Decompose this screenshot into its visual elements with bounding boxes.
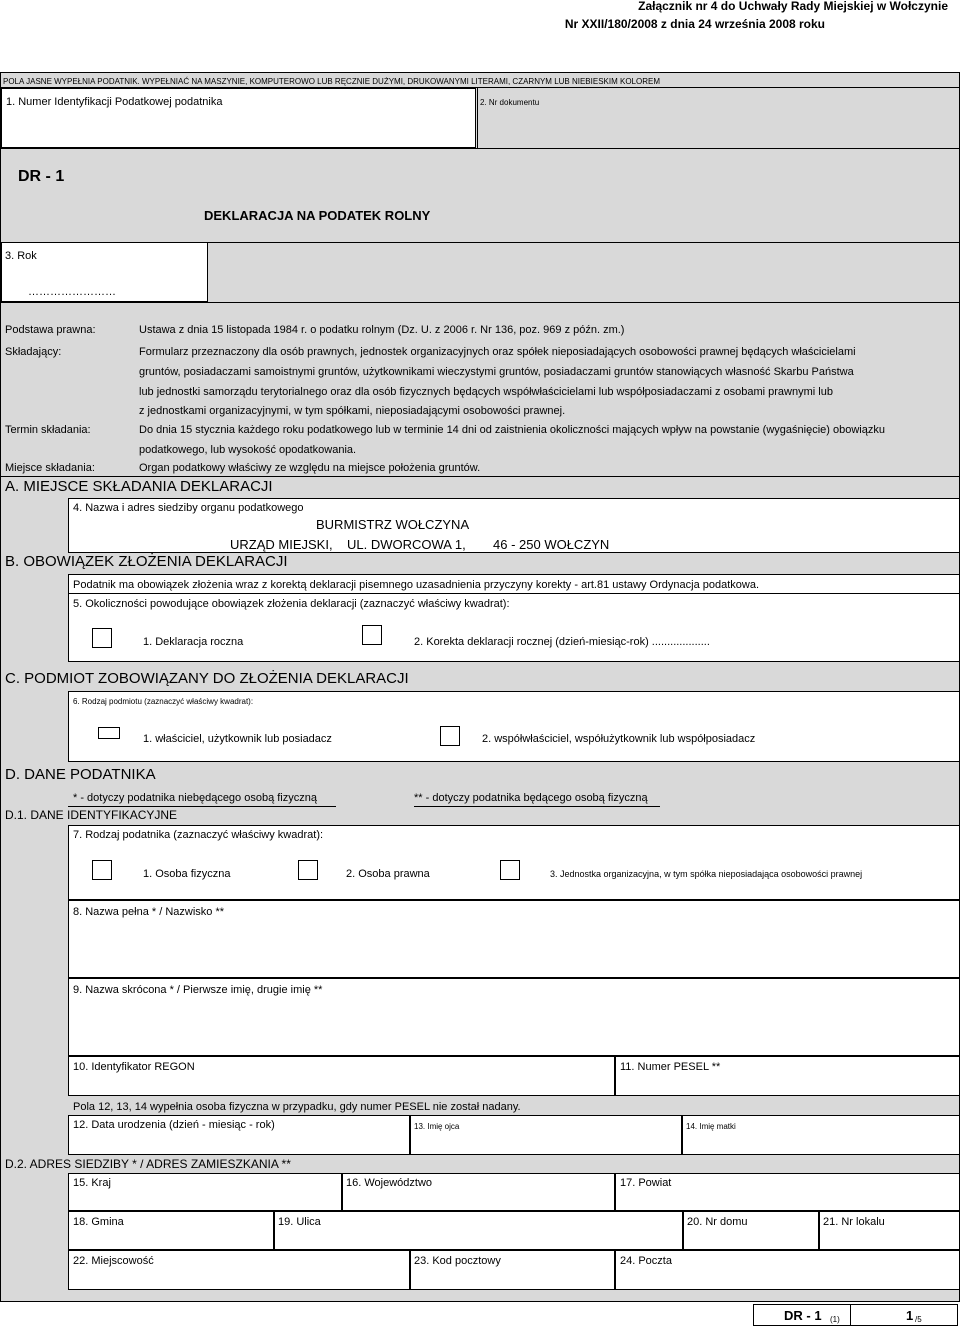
full-name-label: 8. Nazwa pełna * / Nazwisko ** bbox=[73, 906, 225, 918]
legal-person-checkbox[interactable] bbox=[298, 860, 318, 880]
post-office-label: 24. Poczta bbox=[620, 1255, 672, 1267]
footer-form-code: DR - 1 bbox=[784, 1308, 822, 1323]
street-field[interactable] bbox=[274, 1211, 683, 1250]
field-4-label: 4. Nazwa i adres siedziby organu podatkowego bbox=[73, 502, 304, 514]
instruction-text: POLA JASNE WYPEŁNIA PODATNIK. WYPEŁNIAĆ NA MASZYNIE, KOMPUTEROWO LUB RĘCZNIE DUŻYMI, DRUKOWANYMI LITERAMI, CZARNYM LUB NIEBIESKIM KOLOREM bbox=[3, 77, 660, 86]
attachment-header-line2: Nr XXII/180/2008 z dnia 24 września 2008 roku bbox=[564, 17, 825, 31]
year-dots: …………………… bbox=[28, 286, 116, 298]
footer-page-total: /5 bbox=[915, 1315, 922, 1324]
father-name-field[interactable] bbox=[410, 1115, 682, 1155]
pesel-label: 11. Numer PESEL ** bbox=[620, 1061, 721, 1073]
co-owner-checkbox[interactable] bbox=[440, 726, 460, 746]
mother-name-label: 14. Imię matki bbox=[686, 1122, 736, 1131]
nip-label: 1. Numer Identyfikacji Podatkowej podatnika bbox=[6, 96, 223, 108]
footer-form-sub: (1) bbox=[830, 1315, 840, 1324]
section-a-title: A. MIEJSCE SKŁADANIA DEKLARACJI bbox=[5, 478, 273, 495]
annual-declaration-label: 1. Deklaracja roczna bbox=[143, 636, 244, 648]
field-6-label: 6. Rodzaj podmiotu (zaznaczyć właściwy kwadrat): bbox=[73, 697, 254, 706]
deadline-label: Termin składania: bbox=[5, 424, 91, 436]
correction-checkbox[interactable] bbox=[362, 625, 382, 645]
submitter-line-2: gruntów, posiadaczami samoistnymi gruntów, użytkownikami wieczystymi gruntów, posiadaczami gruntów stanowiących własność Skarbu Państwa bbox=[139, 366, 854, 378]
year-label: 3. Rok bbox=[5, 250, 37, 262]
locality-label: 22. Miejscowość bbox=[73, 1255, 154, 1267]
pesel-note: Pola 12, 13, 14 wypełnia osoba fizyczna w przypadku, gdy numer PESEL nie został nadany. bbox=[73, 1101, 521, 1113]
submitter-label: Składający: bbox=[5, 346, 62, 358]
place-label: Miejsce składania: bbox=[5, 462, 95, 474]
annual-declaration-checkbox[interactable] bbox=[92, 628, 112, 648]
legal-basis-text: Ustawa z dnia 15 listopada 1984 r. o podatku rolnym (Dz. U. z 2006 r. Nr 136, poz. 969 z późn. zm.) bbox=[139, 324, 625, 336]
org-name: BURMISTRZ WOŁCZYNA bbox=[316, 517, 470, 532]
attachment-header-line1: Załącznik nr 4 do Uchwały Rady Miejskiej w Wołczynie bbox=[638, 0, 948, 13]
birth-date-label: 12. Data urodzenia (dzień - miesiąc - rok) bbox=[73, 1119, 275, 1131]
org-unit-checkbox[interactable] bbox=[500, 860, 520, 880]
footer-page-number: 1 bbox=[906, 1308, 914, 1323]
field-7-label: 7. Rodzaj podatnika (zaznaczyć właściwy kwadrat): bbox=[73, 829, 324, 841]
non-person-note: * - dotyczy podatnika niebędącego osobą fizyczną bbox=[73, 792, 317, 804]
natural-person-label: 1. Osoba fizyczna bbox=[143, 868, 231, 880]
org-unit-label: 3. Jednostka organizacyjna, w tym spółka nieposiadająca osobowości prawnej bbox=[550, 869, 863, 879]
deadline-line-1: Do dnia 15 stycznia każdego roku podatkowego lub w terminie 14 dni od zaistnienia okoliczności mających wpływ na powstanie (wygaśnięcie) obowiązku bbox=[139, 424, 885, 436]
org-postcode: 46 - 250 WOŁCZYN bbox=[493, 537, 610, 552]
correction-label: 2. Korekta deklaracji rocznej (dzień-miesiąc-rok) ................... bbox=[414, 636, 710, 648]
owner-label: 1. właściciel, użytkownik lub posiadacz bbox=[143, 733, 332, 745]
father-name-label: 13. Imię ojca bbox=[414, 1122, 460, 1131]
person-note: ** - dotyczy podatnika będącego osobą fizyczną bbox=[414, 792, 648, 804]
regon-label: 10. Identyfikator REGON bbox=[73, 1061, 195, 1073]
section-c-title: C. PODMIOT ZOBOWIĄZANY DO ZŁOŻENIA DEKLARACJI bbox=[5, 670, 409, 687]
street-label: 19. Ulica bbox=[278, 1216, 321, 1228]
deadline-line-2: podatkowego, lub wysokość opodatkowania. bbox=[139, 444, 357, 456]
form-code: DR - 1 bbox=[18, 168, 65, 185]
org-address: URZĄD MIEJSKI, UL. DWORCOWA 1, bbox=[230, 537, 466, 552]
postal-code-label: 23. Kod pocztowy bbox=[414, 1255, 501, 1267]
legal-person-label: 2. Osoba prawna bbox=[346, 868, 430, 880]
voivodeship-label: 16. Województwo bbox=[346, 1177, 433, 1189]
submitter-line-3: lub jednostki samorządu terytorialnego oraz dla osób fizycznych będących współwłaścicielami lub współposiadaczami z osobami prawnymi lub bbox=[139, 386, 833, 398]
legal-basis-label: Podstawa prawna: bbox=[5, 324, 96, 336]
field-5-label: 5. Okoliczności powodujące obowiązek złożenia deklaracji (zaznaczyć właściwy kwadrat): bbox=[73, 598, 510, 610]
country-label: 15. Kraj bbox=[73, 1177, 111, 1189]
co-owner-label: 2. współwłaściciel, współużytkownik lub współposiadacz bbox=[482, 733, 756, 745]
apartment-number-label: 21. Nr lokalu bbox=[823, 1216, 885, 1228]
d2-title: D.2. ADRES SIEDZIBY * / ADRES ZAMIESZKANIA ** bbox=[5, 1157, 291, 1171]
submitter-line-4: z jednostkami organizacyjnymi, w tym spółkami, nieposiadającymi osobowości prawnej. bbox=[139, 405, 566, 417]
correction-note: Podatnik ma obowiązek złożenia wraz z korektą deklaracji pisemnego uzasadnienia przyczyny korekty - art.81 ustawy Ordynacja podatkowa. bbox=[73, 579, 760, 591]
section-d-title: D. DANE PODATNIKA bbox=[5, 766, 156, 783]
section-b-title: B. OBOWIĄZEK ZŁOŻENIA DEKLARACJI bbox=[5, 553, 288, 570]
natural-person-checkbox[interactable] bbox=[92, 860, 112, 880]
short-name-label: 9. Nazwa skrócona * / Pierwsze imię, drugie imię ** bbox=[73, 984, 323, 996]
house-number-label: 20. Nr domu bbox=[687, 1216, 748, 1228]
form-title: DEKLARACJA NA PODATEK ROLNY bbox=[204, 208, 431, 223]
district-label: 17. Powiat bbox=[620, 1177, 672, 1189]
place-text: Organ podatkowy właściwy ze względu na miejsce położenia gruntów. bbox=[139, 462, 481, 474]
submitter-line-1: Formularz przeznaczony dla osób prawnych, jednostek organizacyjnych oraz spółek nieposiadających osobowości prawnej będących właścicielami bbox=[139, 346, 856, 358]
mother-name-field[interactable] bbox=[682, 1115, 960, 1155]
commune-label: 18. Gmina bbox=[73, 1216, 124, 1228]
doc-number-label: 2. Nr dokumentu bbox=[480, 98, 540, 107]
owner-checkbox[interactable] bbox=[98, 727, 120, 739]
d1-title: D.1. DANE IDENTYFIKACYJNE bbox=[5, 808, 178, 822]
